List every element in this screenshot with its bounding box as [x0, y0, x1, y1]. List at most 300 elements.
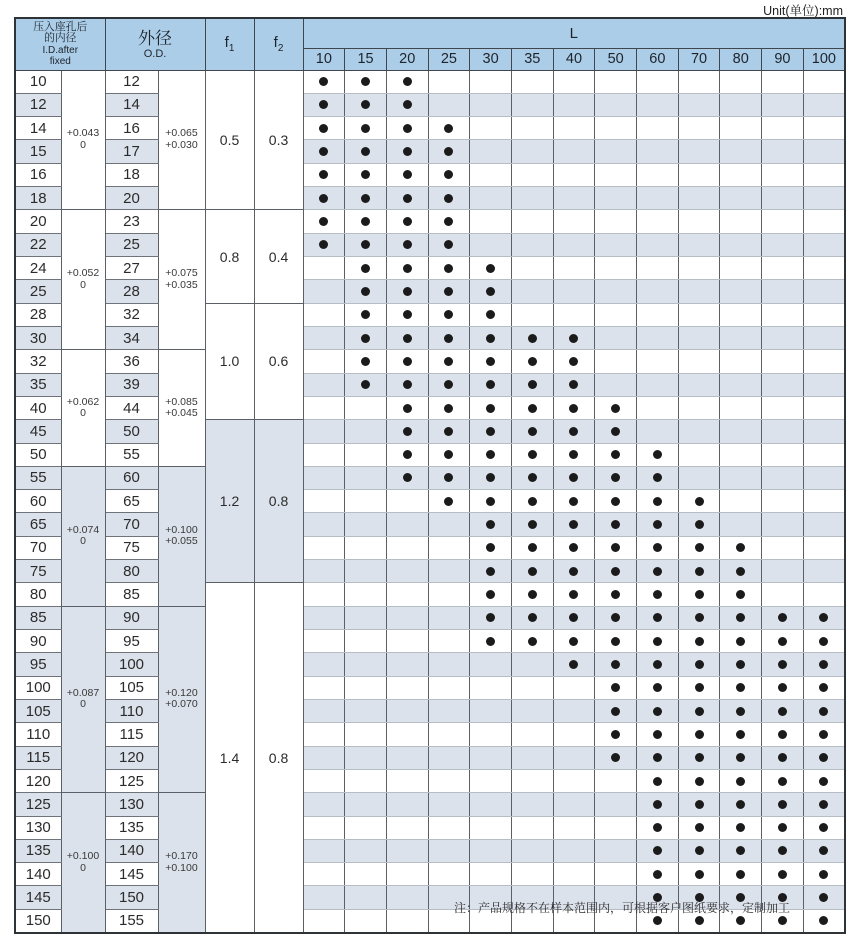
- length-availability-cell: [470, 443, 512, 466]
- length-availability-cell: [637, 746, 679, 769]
- id-value-cell: 45: [15, 420, 61, 443]
- table-row: [15, 769, 845, 792]
- od-value-cell: 34: [105, 326, 158, 349]
- length-availability-cell: [637, 863, 679, 886]
- id-value-cell: 80: [15, 583, 61, 606]
- length-availability-cell: [386, 420, 428, 443]
- availability-dot: [361, 334, 370, 343]
- availability-dot: [778, 730, 787, 739]
- id-value-cell: 145: [15, 886, 61, 909]
- length-availability-cell: [303, 303, 345, 326]
- od-tolerance-cell: [158, 210, 205, 350]
- length-availability-cell: [803, 513, 845, 536]
- length-availability-cell: [511, 280, 553, 303]
- length-availability-cell: [303, 886, 345, 909]
- length-availability-cell: [511, 560, 553, 583]
- table-row: [15, 490, 845, 513]
- availability-dot: [611, 730, 620, 739]
- id-value-cell: 16: [15, 163, 61, 186]
- od-value-cell: 32: [105, 303, 158, 326]
- availability-dot: [778, 613, 787, 622]
- length-availability-cell: [595, 583, 637, 606]
- availability-dot: [695, 777, 704, 786]
- availability-dot: [486, 404, 495, 413]
- length-availability-cell: [803, 140, 845, 163]
- table-row: [15, 93, 845, 116]
- table-row: [15, 187, 845, 210]
- length-availability-cell: [428, 560, 470, 583]
- length-availability-cell: [345, 653, 387, 676]
- length-availability-cell: [345, 583, 387, 606]
- length-availability-cell: [345, 257, 387, 280]
- id-value-cell: 65: [15, 513, 61, 536]
- length-availability-cell: [386, 350, 428, 373]
- length-availability-cell: [720, 606, 762, 629]
- length-availability-cell: [803, 863, 845, 886]
- table-row: [15, 280, 845, 303]
- availability-dot: [653, 683, 662, 692]
- table-row: [15, 630, 845, 653]
- length-availability-cell: [720, 373, 762, 396]
- length-availability-cell: [345, 280, 387, 303]
- availability-dot: [569, 567, 578, 576]
- length-availability-cell: [595, 816, 637, 839]
- length-availability-cell: [345, 443, 387, 466]
- length-availability-cell: [762, 93, 804, 116]
- length-availability-cell: [595, 536, 637, 559]
- table-row: [15, 210, 845, 233]
- length-availability-cell: [637, 723, 679, 746]
- od-tolerance-cell-lower: +0.100: [165, 861, 198, 874]
- header-row-top: [15, 18, 845, 48]
- length-availability-cell: [303, 769, 345, 792]
- availability-dot: [611, 543, 620, 552]
- length-availability-cell: [470, 373, 512, 396]
- length-availability-cell: [303, 350, 345, 373]
- availability-dot: [611, 707, 620, 716]
- availability-dot: [611, 660, 620, 669]
- availability-dot: [736, 543, 745, 552]
- length-availability-cell: [303, 909, 345, 933]
- length-availability-cell: [762, 583, 804, 606]
- length-availability-cell: [470, 653, 512, 676]
- length-availability-cell: [595, 723, 637, 746]
- availability-dot: [819, 777, 828, 786]
- availability-dot: [778, 753, 787, 762]
- length-availability-cell: [678, 70, 720, 93]
- availability-dot: [319, 217, 328, 226]
- od-value-cell: 135: [105, 816, 158, 839]
- length-availability-cell: [553, 210, 595, 233]
- length-availability-cell: [762, 490, 804, 513]
- length-availability-cell: [803, 257, 845, 280]
- od-value-cell: 12: [105, 70, 158, 93]
- length-availability-cell: [428, 863, 470, 886]
- id-value-cell: 55: [15, 466, 61, 489]
- length-availability-cell: [637, 699, 679, 722]
- availability-dot: [403, 287, 412, 296]
- availability-dot: [569, 497, 578, 506]
- length-availability-cell: [637, 140, 679, 163]
- length-availability-cell: [511, 257, 553, 280]
- table-row: [15, 373, 845, 396]
- availability-dot: [569, 660, 578, 669]
- length-availability-cell: [762, 280, 804, 303]
- length-availability-cell: [386, 163, 428, 186]
- availability-dot: [819, 660, 828, 669]
- availability-dot: [611, 753, 620, 762]
- availability-dot: [778, 800, 787, 809]
- od-value-cell: 70: [105, 513, 158, 536]
- length-availability-cell: [637, 210, 679, 233]
- availability-dot: [403, 124, 412, 133]
- length-availability-cell: [762, 769, 804, 792]
- length-availability-cell: [428, 350, 470, 373]
- length-availability-cell: [678, 583, 720, 606]
- availability-dot: [444, 334, 453, 343]
- length-availability-cell: [595, 373, 637, 396]
- length-availability-cell: [803, 886, 845, 909]
- length-availability-cell: [470, 536, 512, 559]
- length-availability-cell: [678, 257, 720, 280]
- length-availability-cell: [470, 863, 512, 886]
- id-value-cell: 75: [15, 560, 61, 583]
- f2-value-cell: 0.3: [254, 70, 303, 210]
- length-availability-cell: [678, 606, 720, 629]
- length-availability-cell: [762, 257, 804, 280]
- availability-dot: [736, 846, 745, 855]
- length-availability-cell: [303, 163, 345, 186]
- availability-dot: [736, 753, 745, 762]
- availability-dot: [819, 683, 828, 692]
- length-availability-cell: [386, 653, 428, 676]
- length-availability-cell: [303, 839, 345, 862]
- header-id-en-line2: fixed: [49, 55, 71, 67]
- availability-dot: [736, 800, 745, 809]
- od-tolerance-cell-upper: +0.120: [165, 686, 198, 699]
- header-od-zh: 外径: [138, 28, 173, 48]
- availability-dot: [444, 240, 453, 249]
- header-f2-subscript: 2: [277, 43, 284, 55]
- length-availability-cell: [470, 699, 512, 722]
- length-availability-cell: [553, 326, 595, 349]
- od-value-cell: 140: [105, 839, 158, 862]
- availability-dot: [819, 613, 828, 622]
- id-tolerance-cell-upper: +0.074: [66, 523, 100, 536]
- length-availability-cell: [345, 536, 387, 559]
- length-availability-cell: [595, 280, 637, 303]
- length-availability-cell: [595, 420, 637, 443]
- length-availability-cell: [762, 373, 804, 396]
- header-l-value: 50: [595, 48, 637, 70]
- length-availability-cell: [470, 583, 512, 606]
- availability-dot: [611, 590, 620, 599]
- length-availability-cell: [511, 676, 553, 699]
- length-availability-cell: [303, 140, 345, 163]
- length-availability-cell: [303, 396, 345, 419]
- length-availability-cell: [386, 257, 428, 280]
- od-tolerance-cell-upper: +0.100: [165, 523, 198, 536]
- length-availability-cell: [470, 163, 512, 186]
- availability-dot: [819, 870, 828, 879]
- length-availability-cell: [637, 769, 679, 792]
- length-availability-cell: [762, 163, 804, 186]
- id-tolerance-cell-lower: 0: [80, 535, 86, 548]
- length-availability-cell: [303, 117, 345, 140]
- table-row: [15, 70, 845, 93]
- length-availability-cell: [762, 676, 804, 699]
- length-availability-cell: [428, 93, 470, 116]
- length-availability-cell: [678, 630, 720, 653]
- length-availability-cell: [803, 373, 845, 396]
- availability-dot: [486, 357, 495, 366]
- availability-dot: [486, 567, 495, 576]
- length-availability-cell: [386, 746, 428, 769]
- f1-value-cell: 1.0: [205, 303, 254, 420]
- length-availability-cell: [595, 70, 637, 93]
- length-availability-cell: [553, 70, 595, 93]
- od-value-cell: 150: [105, 886, 158, 909]
- unit-label: Unit(单位):mm: [763, 4, 843, 18]
- length-availability-cell: [553, 490, 595, 513]
- length-availability-cell: [428, 257, 470, 280]
- length-availability-cell: [303, 70, 345, 93]
- length-availability-cell: [428, 373, 470, 396]
- availability-dot: [528, 473, 537, 482]
- od-value-cell: 65: [105, 490, 158, 513]
- dimension-spec-table: [14, 17, 846, 934]
- availability-dot: [653, 637, 662, 646]
- availability-dot: [653, 497, 662, 506]
- length-availability-cell: [303, 490, 345, 513]
- availability-dot: [361, 287, 370, 296]
- availability-dot: [653, 800, 662, 809]
- length-availability-cell: [511, 443, 553, 466]
- length-availability-cell: [553, 769, 595, 792]
- length-availability-cell: [720, 140, 762, 163]
- length-availability-cell: [678, 303, 720, 326]
- length-availability-cell: [553, 606, 595, 629]
- length-availability-cell: [637, 420, 679, 443]
- length-availability-cell: [303, 606, 345, 629]
- availability-dot: [653, 916, 662, 925]
- length-availability-cell: [720, 420, 762, 443]
- length-availability-cell: [803, 839, 845, 862]
- length-availability-cell: [470, 466, 512, 489]
- id-tolerance-cell: [61, 466, 105, 606]
- table-row: [15, 117, 845, 140]
- length-availability-cell: [803, 816, 845, 839]
- length-availability-cell: [803, 420, 845, 443]
- header-l-value: 90: [762, 48, 804, 70]
- length-availability-cell: [428, 630, 470, 653]
- length-availability-cell: [511, 839, 553, 862]
- footnote: 注：产品规格不在样本范围内，可根据客户图纸要求，定制加工: [453, 901, 790, 915]
- availability-dot: [569, 334, 578, 343]
- availability-dot: [528, 497, 537, 506]
- length-availability-cell: [678, 560, 720, 583]
- availability-dot: [736, 707, 745, 716]
- length-availability-cell: [511, 863, 553, 886]
- length-availability-cell: [720, 466, 762, 489]
- availability-dot: [778, 870, 787, 879]
- table-body: [15, 70, 845, 933]
- od-value-cell: 27: [105, 257, 158, 280]
- length-availability-cell: [637, 70, 679, 93]
- length-availability-cell: [470, 187, 512, 210]
- length-availability-cell: [678, 373, 720, 396]
- od-value-cell: 125: [105, 769, 158, 792]
- header-l-value: 10: [303, 48, 345, 70]
- length-availability-cell: [511, 630, 553, 653]
- table-row: [15, 676, 845, 699]
- length-availability-cell: [678, 396, 720, 419]
- length-availability-cell: [345, 839, 387, 862]
- od-value-cell: 100: [105, 653, 158, 676]
- length-availability-cell: [762, 70, 804, 93]
- length-availability-cell: [386, 886, 428, 909]
- availability-dot: [695, 543, 704, 552]
- length-availability-cell: [762, 326, 804, 349]
- od-value-cell: 23: [105, 210, 158, 233]
- length-availability-cell: [762, 513, 804, 536]
- availability-dot: [611, 683, 620, 692]
- availability-dot: [695, 567, 704, 576]
- od-tolerance-cell-lower: +0.030: [165, 138, 198, 151]
- length-availability-cell: [720, 280, 762, 303]
- length-availability-cell: [386, 839, 428, 862]
- table-row: [15, 699, 845, 722]
- availability-dot: [611, 450, 620, 459]
- availability-dot: [695, 846, 704, 855]
- length-availability-cell: [595, 140, 637, 163]
- length-availability-cell: [762, 606, 804, 629]
- length-availability-cell: [595, 630, 637, 653]
- length-availability-cell: [511, 583, 553, 606]
- od-tolerance-cell-lower: +0.055: [165, 535, 198, 548]
- id-tolerance-cell-lower: 0: [80, 278, 86, 291]
- length-availability-cell: [762, 793, 804, 816]
- id-value-cell: 25: [15, 280, 61, 303]
- availability-dot: [528, 590, 537, 599]
- length-availability-cell: [303, 816, 345, 839]
- table-row: [15, 513, 845, 536]
- length-availability-cell: [553, 117, 595, 140]
- length-availability-cell: [303, 210, 345, 233]
- availability-dot: [319, 124, 328, 133]
- availability-dot: [653, 777, 662, 786]
- availability-dot: [486, 264, 495, 273]
- id-value-cell: 70: [15, 536, 61, 559]
- length-availability-cell: [637, 257, 679, 280]
- length-availability-cell: [803, 233, 845, 256]
- length-availability-cell: [511, 746, 553, 769]
- length-availability-cell: [803, 70, 845, 93]
- availability-dot: [319, 100, 328, 109]
- availability-dot: [653, 730, 662, 739]
- length-availability-cell: [345, 909, 387, 933]
- length-availability-cell: [511, 326, 553, 349]
- availability-dot: [695, 613, 704, 622]
- length-availability-cell: [595, 466, 637, 489]
- length-availability-cell: [345, 769, 387, 792]
- availability-dot: [361, 310, 370, 319]
- availability-dot: [569, 543, 578, 552]
- length-availability-cell: [595, 793, 637, 816]
- length-availability-cell: [345, 699, 387, 722]
- table-row: [15, 536, 845, 559]
- availability-dot: [528, 637, 537, 646]
- availability-dot: [444, 427, 453, 436]
- id-tolerance-cell: [61, 210, 105, 350]
- length-availability-cell: [595, 396, 637, 419]
- length-availability-cell: [762, 816, 804, 839]
- f1-value-cell: 0.5: [205, 70, 254, 210]
- id-value-cell: 18: [15, 187, 61, 210]
- length-availability-cell: [595, 513, 637, 536]
- availability-dot: [361, 357, 370, 366]
- length-availability-cell: [511, 653, 553, 676]
- length-availability-cell: [678, 653, 720, 676]
- length-availability-cell: [553, 303, 595, 326]
- availability-dot: [528, 334, 537, 343]
- length-availability-cell: [762, 723, 804, 746]
- length-availability-cell: [595, 117, 637, 140]
- length-availability-cell: [595, 93, 637, 116]
- length-availability-cell: [637, 653, 679, 676]
- length-availability-cell: [553, 163, 595, 186]
- length-availability-cell: [678, 93, 720, 116]
- id-value-cell: 115: [15, 746, 61, 769]
- length-availability-cell: [637, 630, 679, 653]
- availability-dot: [444, 194, 453, 203]
- header-id-zh-line2: 的内径: [44, 32, 77, 45]
- availability-dot: [653, 543, 662, 552]
- length-availability-cell: [386, 490, 428, 513]
- header-od: [105, 18, 205, 70]
- length-availability-cell: [386, 723, 428, 746]
- length-availability-cell: [470, 839, 512, 862]
- availability-dot: [319, 240, 328, 249]
- length-availability-cell: [386, 769, 428, 792]
- id-tolerance-cell-lower: 0: [80, 138, 86, 151]
- length-availability-cell: [803, 606, 845, 629]
- length-availability-cell: [511, 70, 553, 93]
- availability-dot: [819, 730, 828, 739]
- header-l-value: 15: [345, 48, 387, 70]
- length-availability-cell: [595, 606, 637, 629]
- id-tolerance-cell: [61, 793, 105, 933]
- length-availability-cell: [803, 490, 845, 513]
- length-availability-cell: [303, 466, 345, 489]
- length-availability-cell: [803, 630, 845, 653]
- length-availability-cell: [637, 583, 679, 606]
- availability-dot: [569, 404, 578, 413]
- length-availability-cell: [303, 653, 345, 676]
- length-availability-cell: [762, 187, 804, 210]
- length-availability-cell: [553, 513, 595, 536]
- table-row: [15, 816, 845, 839]
- length-availability-cell: [345, 350, 387, 373]
- table-row: [15, 466, 845, 489]
- header-l-value: 40: [553, 48, 595, 70]
- availability-dot: [486, 613, 495, 622]
- id-tolerance-cell-lower: 0: [80, 861, 86, 874]
- availability-dot: [444, 380, 453, 389]
- availability-dot: [361, 77, 370, 86]
- length-availability-cell: [345, 93, 387, 116]
- id-value-cell: 14: [15, 117, 61, 140]
